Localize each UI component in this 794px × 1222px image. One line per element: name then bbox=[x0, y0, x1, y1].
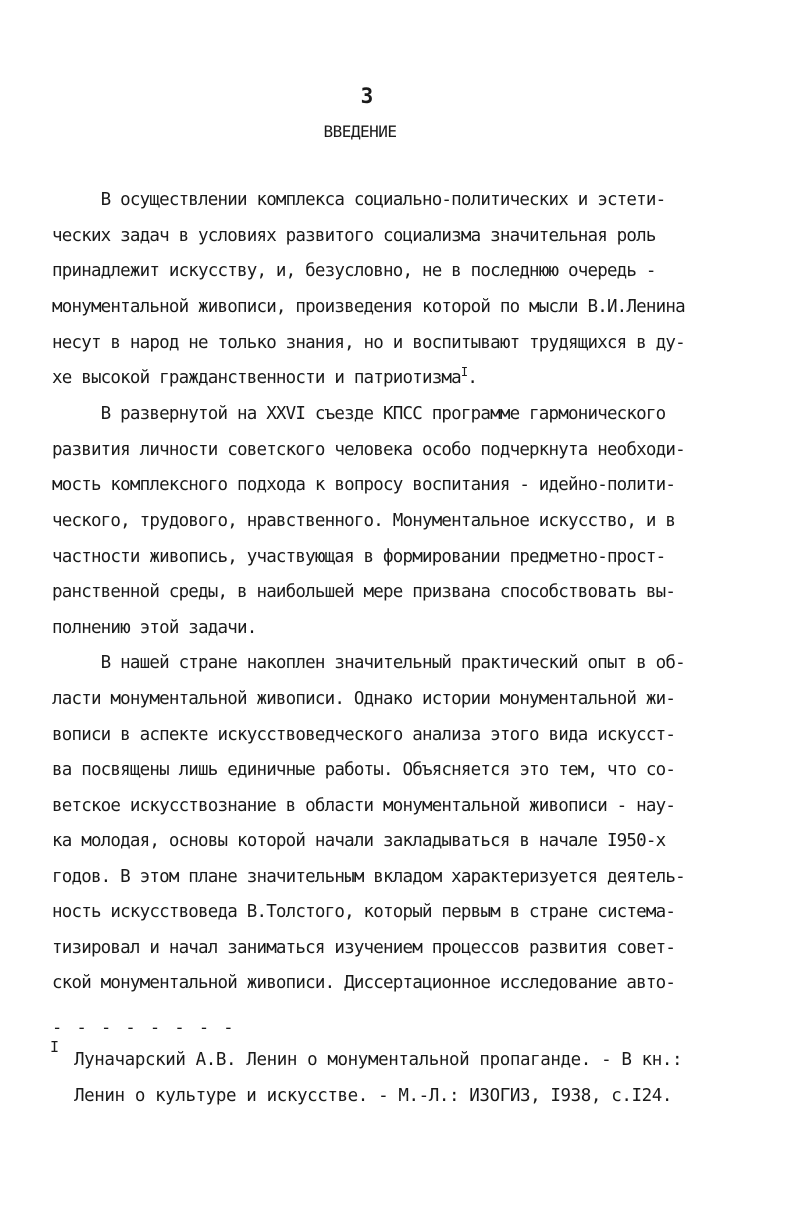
text-line: ранственной среды, в наибольшей мере призвана способствовать вы- bbox=[52, 582, 676, 602]
footnote-mark: I bbox=[50, 1038, 60, 1056]
text-line: В осуществлении комплекса социально-политических и эстети- bbox=[52, 190, 666, 210]
text-line: полнению этой задачи. bbox=[52, 618, 257, 638]
text-line: монументальной живописи, произведения которой по мысли В.И.Ленина bbox=[52, 297, 685, 317]
footnote-reference: I bbox=[460, 365, 468, 379]
text-line: годов. В этом плане значительным вкладом характеризуется деятель- bbox=[52, 867, 685, 887]
section-heading: ВВЕДЕНИЕ bbox=[323, 122, 397, 141]
text-line: ческих задач в условиях развитого социализма значительная роль bbox=[52, 226, 656, 246]
text-line: принадлежит искусству, и, безусловно, не в последнюю очередь - bbox=[52, 261, 656, 281]
footnote-separator: - - - - - - - - bbox=[52, 1018, 236, 1038]
text-line: тизировал и начал заниматься изучением процессов развития совет- bbox=[52, 938, 676, 958]
footnote-line: Луначарский А.В. Ленин о монументальной пропаганде. - В кн.: bbox=[74, 1050, 683, 1070]
text-line: мость комплексного подхода к вопросу воспитания - идейно-полити- bbox=[52, 475, 676, 495]
text-line bbox=[52, 365, 478, 388]
text-line: ческого, трудового, нравственного. Монументальное искусство, и в bbox=[52, 511, 676, 531]
text-line: развития личности советского человека особо подчеркнута необходи- bbox=[52, 440, 685, 460]
footnote-reference-period: . bbox=[467, 368, 478, 388]
text-line: ность искусствоведа В.Толстого, который первым в стране система- bbox=[52, 902, 676, 922]
text-line: В нашей стране накоплен значительный практический опыт в об- bbox=[52, 653, 685, 673]
text-line: ской монументальной живописи. Диссертационное исследование авто- bbox=[52, 973, 676, 993]
text-line: вописи в аспекте искусствоведческого анализа этого вида искусст- bbox=[52, 725, 676, 745]
text-line-content: хе высокой гражданственности и патриотизма bbox=[52, 368, 461, 388]
text-line: ветское искусствознание в области монументальной живописи - нау- bbox=[52, 796, 676, 816]
text-line: ка молодая, основы которой начали закладываться в начале I950-х bbox=[52, 831, 666, 851]
footnote-line: Ленин о культуре и искусстве. - М.-Л.: ИЗОГИЗ, I938, с.I24. bbox=[74, 1086, 673, 1106]
page-number: 3 bbox=[360, 84, 374, 108]
text-line: В развернутой на XXVI съезде КПСС программе гармонического bbox=[52, 404, 666, 424]
text-line: ласти монументальной живописи. Однако истории монументальной жи- bbox=[52, 689, 676, 709]
text-line: несут в народ не только знания, но и воспитывают трудящихся в ду- bbox=[52, 333, 685, 353]
text-line: частности живопись, участвующая в формировании предметно-прост- bbox=[52, 547, 666, 567]
text-line: ва посвящены лишь единичные работы. Объясняется это тем, что со- bbox=[52, 760, 676, 780]
